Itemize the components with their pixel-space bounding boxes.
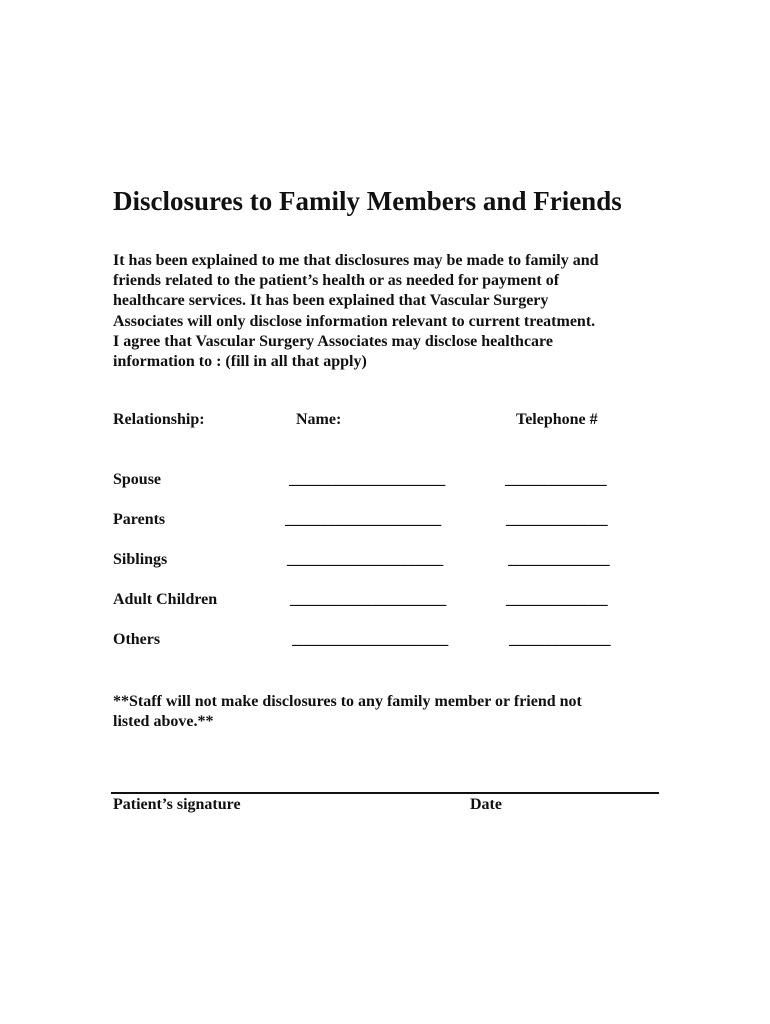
parents-phone-field[interactable]: _____________ bbox=[506, 511, 608, 528]
row-label-adult-children: Adult Children bbox=[113, 591, 218, 608]
patient-signature-label: Patient’s signature bbox=[113, 796, 241, 813]
staff-note bbox=[113, 692, 673, 732]
document-title: Disclosures to Family Members and Friends bbox=[113, 186, 622, 216]
date-label: Date bbox=[470, 796, 502, 813]
others-name-field[interactable]: ____________________ bbox=[292, 631, 449, 648]
note-line: **Staff will not make disclosures to any family member or friend not bbox=[113, 693, 582, 710]
row-label-spouse: Spouse bbox=[113, 471, 162, 488]
header-relationship: Relationship: bbox=[113, 411, 205, 428]
header-telephone: Telephone # bbox=[516, 411, 598, 428]
intro-line: healthcare services. It has been explained that Vascular Surgery bbox=[113, 292, 549, 310]
spouse-phone-field[interactable]: _____________ bbox=[505, 471, 607, 488]
others-phone-field[interactable]: _____________ bbox=[509, 631, 611, 648]
intro-line: friends related to the patient’s health or as needed for payment of bbox=[113, 272, 560, 290]
header-name: Name: bbox=[296, 411, 342, 428]
spouse-name-field[interactable]: ____________________ bbox=[289, 471, 446, 488]
parents-name-field[interactable]: ____________________ bbox=[285, 511, 442, 528]
intro-line: It has been explained to me that disclosures may be made to family and bbox=[113, 252, 599, 269]
intro-line: information to : (fill in all that apply) bbox=[113, 353, 367, 371]
intro-paragraph bbox=[113, 251, 673, 372]
row-label-siblings: Siblings bbox=[113, 551, 168, 568]
adult-children-name-field[interactable]: ____________________ bbox=[290, 591, 447, 608]
row-label-parents: Parents bbox=[113, 511, 166, 528]
adult-children-phone-field[interactable]: _____________ bbox=[506, 591, 608, 608]
intro-line: Associates will only disclose information relevant to current treatment. bbox=[113, 312, 596, 330]
note-line: listed above.** bbox=[113, 713, 214, 730]
signature-line[interactable] bbox=[111, 792, 659, 794]
intro-line: I agree that Vascular Surgery Associates may disclose healthcare bbox=[113, 332, 553, 350]
siblings-name-field[interactable]: ____________________ bbox=[287, 551, 444, 568]
row-label-others: Others bbox=[113, 631, 161, 648]
siblings-phone-field[interactable]: _____________ bbox=[508, 551, 610, 568]
